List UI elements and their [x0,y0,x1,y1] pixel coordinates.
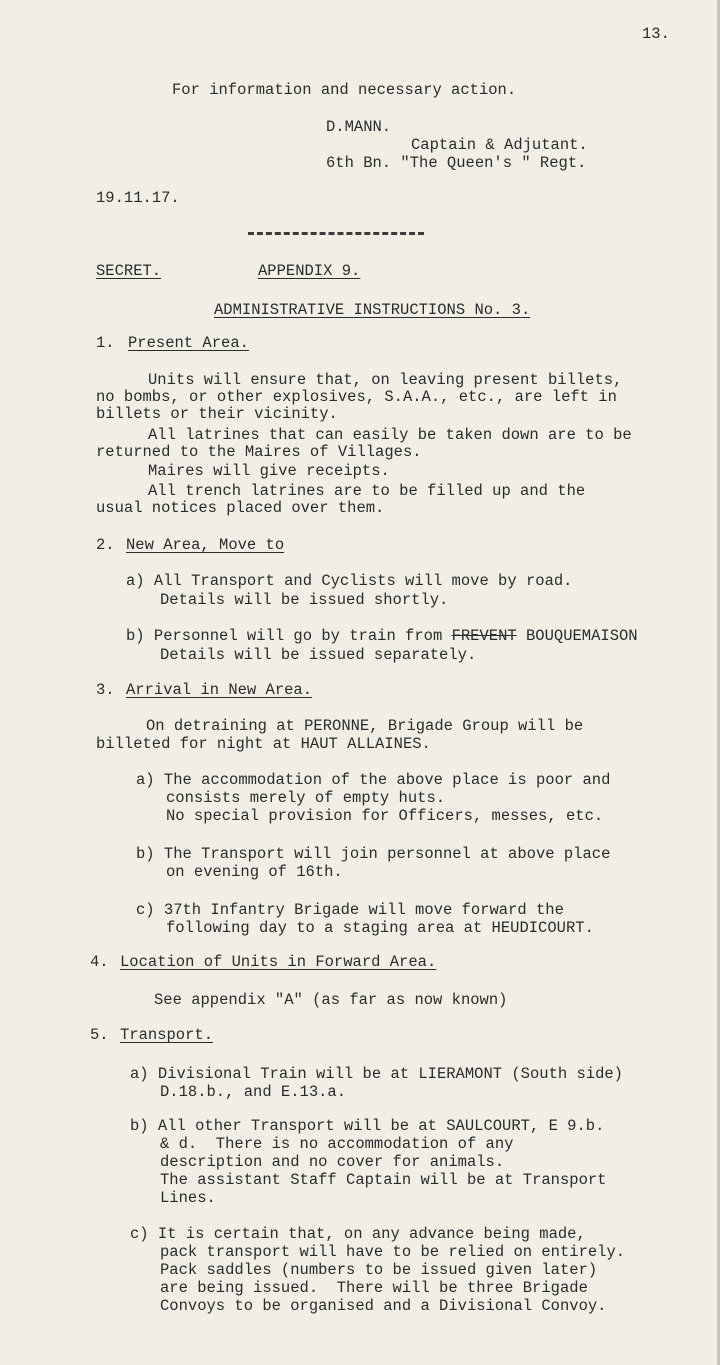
section-4-text: See appendix "A" (as far as now known) [154,991,508,1009]
section-3-intro: billeted for night at HAUT ALLAINES. [96,735,431,753]
section-1-line: no bombs, or other explosives, S.A.A., etc., are left in [96,388,617,406]
section-1-line: Units will ensure that, on leaving present billets, [148,371,623,389]
section-3b-line: b) The Transport will join personnel at above place [136,845,611,863]
struck-word: FREVENT [451,627,517,645]
section-5b-line: Lines. [160,1189,216,1207]
section-3c-line: following day to a staging area at HEUDICOURT. [166,919,594,937]
section-1-line: billets or their vicinity. [96,405,338,423]
section-2a-line: Details will be issued shortly. [160,591,449,609]
section-5-number: 5. [90,1026,109,1044]
section-3-number: 3. [96,681,115,699]
section-5c-line: pack transport will have to be relied on entirely. [160,1243,626,1261]
section-2-heading: New Area, Move to [126,536,285,554]
section-4-heading: Location of Units in Forward Area. [120,953,437,971]
section-2-number: 2. [96,536,115,554]
appendix-label: APPENDIX 9. [258,262,361,280]
section-1-line: returned to the Maires of Villages. [96,443,422,461]
page-number: 13. [642,25,670,43]
section-5b-line: description and no cover for animals. [160,1153,505,1171]
section-3c-line: c) 37th Infantry Brigade will move forward the [136,901,564,919]
section-3-intro: On detraining at PERONNE, Brigade Group will be [146,717,584,735]
section-5-heading: Transport. [120,1026,214,1044]
section-3a-line: No special provision for Officers, messes, etc. [166,807,604,825]
document-title: ADMINISTRATIVE INSTRUCTIONS No. 3. [214,301,531,319]
section-5c-line: c) It is certain that, on any advance being made, [130,1225,586,1243]
section-1-line: All trench latrines are to be filled up and the [148,482,586,500]
signature-unit: 6th Bn. "The Queen's " Regt. [326,154,587,172]
section-5b-line: & d. There is no accommodation of any [160,1135,514,1153]
section-5c-line: Convoys to be organised and a Divisional Convoy. [160,1297,607,1315]
section-3a-line: a) The accommodation of the above place is poor and [136,771,611,789]
distribution-note: For information and necessary action. [172,81,517,99]
section-5a-line: D.18.b., and E.13.a. [160,1083,347,1101]
section-2a-line: a) All Transport and Cyclists will move by road. [126,572,573,590]
section-3a-line: consists merely of empty huts. [166,789,446,807]
section-5b-line: b) All other Transport will be at SAULCOURT, E 9.b. [130,1117,605,1135]
section-1-line: All latrines that can easily be taken down are to be [148,426,632,444]
section-1-heading: Present Area. [128,334,249,352]
signature-rank: Captain & Adjutant. [411,136,588,154]
section-5b-line: The assistant Staff Captain will be at Transport [160,1171,607,1189]
section-2b-line: Details will be issued separately. [160,646,477,664]
section-2b-line: b) Personnel will go by train from FREVENT BOUQUEMAISON [126,627,638,645]
section-4-number: 4. [90,953,109,971]
section-3-heading: Arrival in New Area. [126,681,313,699]
separator-line [248,232,424,235]
section-5a-line: a) Divisional Train will be at LIERAMONT (South side) [130,1065,623,1083]
section-3b-line: on evening of 16th. [166,863,343,881]
section-1-line: usual notices placed over them. [96,499,385,517]
section-5c-line: Pack saddles (numbers to be issued given later) [160,1261,598,1279]
classification: SECRET. [96,262,162,280]
section-5c-line: are being issued. There will be three Brigade [160,1279,588,1297]
document-date: 19.11.17. [96,189,180,207]
section-1-number: 1. [96,334,115,352]
signature-name: D.MANN. [326,118,392,136]
section-1-line: Maires will give receipts. [148,462,390,480]
